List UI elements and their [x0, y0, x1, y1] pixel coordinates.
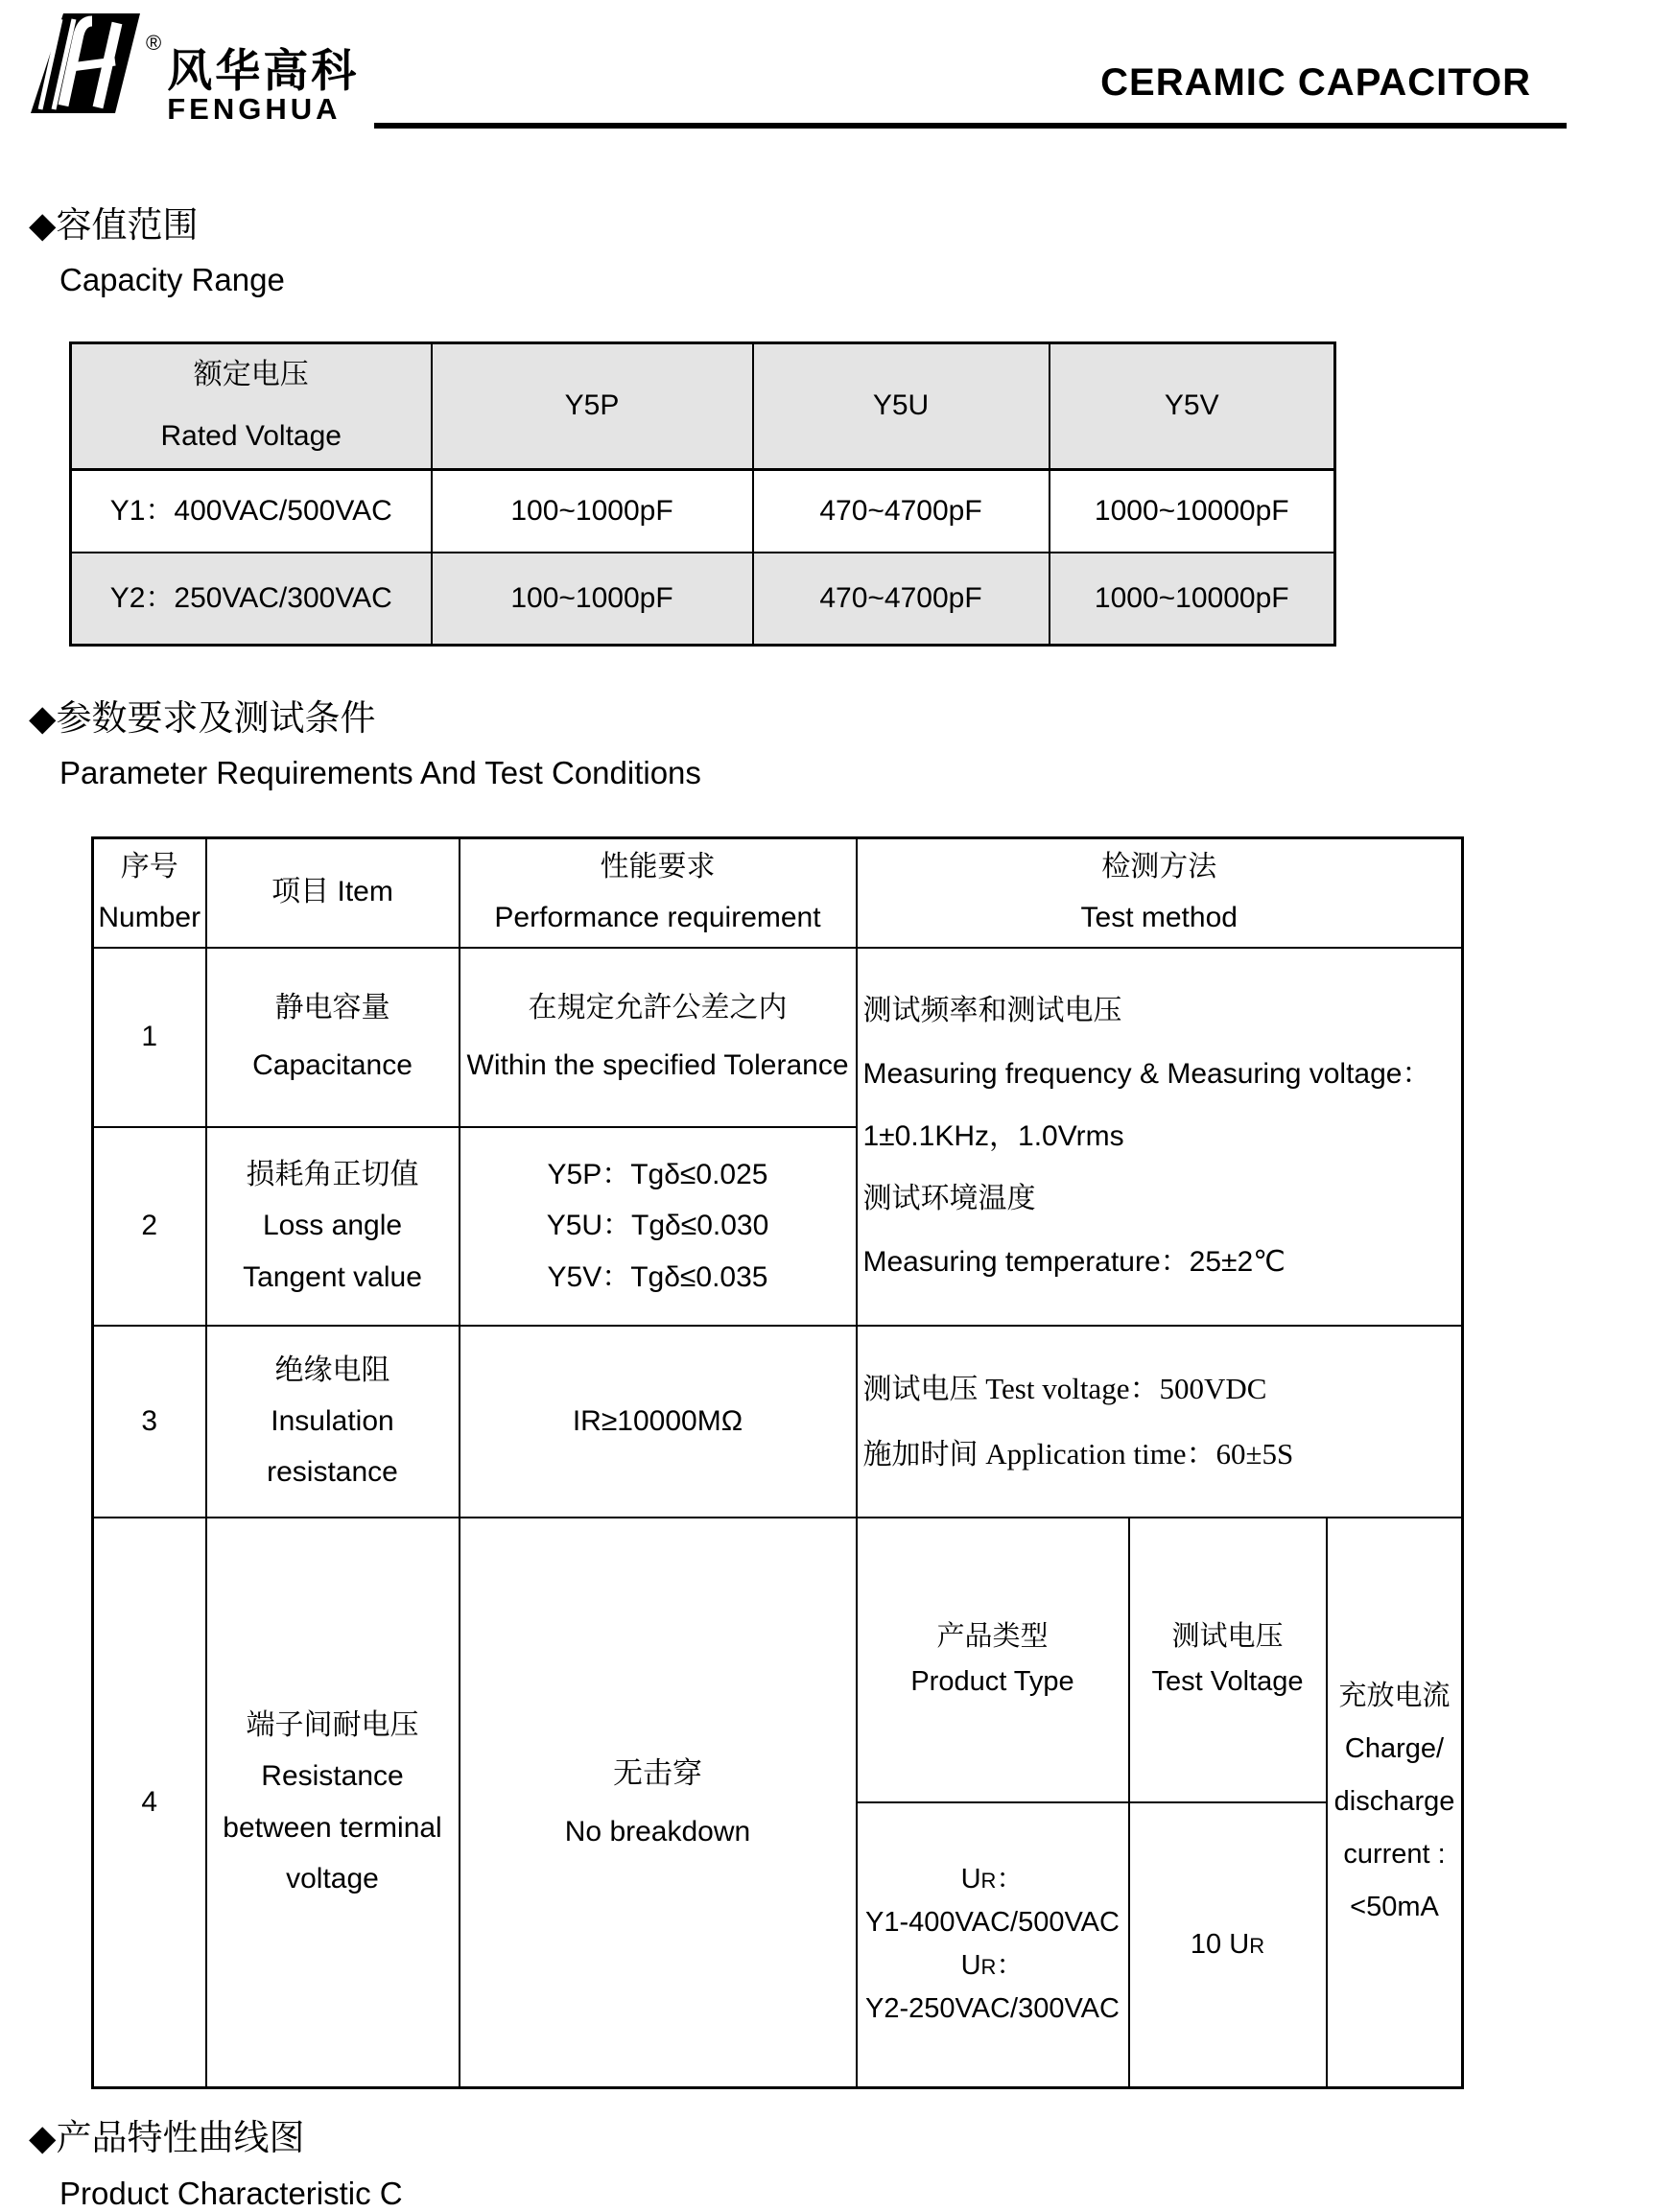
- ur-u: U: [1229, 1928, 1250, 1960]
- capacity-table-header-row: [71, 342, 1335, 469]
- section3-title-cn: ◆产品特性曲线图: [29, 2117, 305, 2157]
- loss-angle-cn: 损耗角正切值: [246, 1159, 419, 1191]
- cell-y1-y5u: 470~4700pF: [753, 469, 1050, 553]
- test-voltage-header-en: Test Voltage: [1151, 1666, 1304, 1698]
- inner-header-row: [858, 1518, 1462, 1802]
- cell-y1-y5p: 100~1000pF: [432, 469, 753, 553]
- cell-y2-y5v: 1000~10000pF: [1050, 553, 1335, 646]
- product-value-y2: Y2-250VAC/300VAC: [865, 1993, 1120, 2025]
- table-row: [71, 469, 1335, 553]
- no-breakdown-en: No breakdown: [564, 1815, 751, 1847]
- param-header-method: [857, 837, 1463, 948]
- row1-item: [206, 948, 460, 1127]
- insulation-cn: 绝缘电阻: [274, 1353, 390, 1386]
- section-characteristic-curves: [0, 2116, 1675, 2212]
- ur-r: R: [980, 1955, 997, 1980]
- row4-test-method: [857, 1518, 1463, 2088]
- terminal-voltage-cn: 端子间耐电压: [246, 1708, 419, 1741]
- method-header-en: Test method: [1080, 901, 1238, 933]
- row3-performance: IR≥10000MΩ: [460, 1326, 857, 1518]
- param-header-performance: [460, 837, 857, 948]
- product-type-en: Product Type: [910, 1666, 1074, 1698]
- row4-performance: [460, 1518, 857, 2088]
- method-line: 测试环境温度: [862, 1183, 1036, 1215]
- document-title: CERAMIC CAPACITOR: [1100, 61, 1531, 104]
- table-row: [93, 1518, 1463, 2088]
- header-divider-rule: [374, 123, 1567, 129]
- inner-header-test-voltage: [1129, 1518, 1327, 1802]
- cell-y1-y5v: 1000~10000pF: [1050, 469, 1335, 553]
- method-line: 测试频率和测试电压: [862, 995, 1122, 1027]
- method-header-cn: 检测方法: [1101, 851, 1217, 883]
- row1-performance: [460, 948, 857, 1127]
- charge-line: 充放电流: [1338, 1680, 1451, 1711]
- tgd-y5v: Y5V：Tgδ≤0.035: [547, 1260, 768, 1293]
- cell-y2-voltage: Y2：250VAC/300VAC: [71, 553, 432, 646]
- inner-test-voltage-value: [1129, 1802, 1327, 2086]
- capacitance-cn: 静电容量: [274, 992, 390, 1024]
- ur-label: [858, 1858, 1128, 1901]
- ur-r: R: [980, 1869, 997, 1894]
- brand-name-english: FENGHUA: [167, 92, 342, 126]
- test-voltage-en: Test voltage：500VDC: [978, 1372, 1267, 1406]
- number-header-en: Number: [98, 901, 201, 933]
- row3-test-method: [857, 1326, 1463, 1518]
- row4-item: [206, 1518, 460, 2088]
- test-voltage-cn: 测试电压: [862, 1374, 979, 1406]
- no-breakdown-cn: 无击穿: [613, 1755, 702, 1790]
- cell-y2-y5u: 470~4700pF: [753, 553, 1050, 646]
- row2-item: [206, 1127, 460, 1326]
- rated-voltage-cn: 额定电压: [193, 358, 309, 390]
- capacity-header-y5v: Y5V: [1050, 342, 1335, 469]
- row2-number: 2: [93, 1127, 206, 1326]
- terminal-voltage-en3: voltage: [286, 1863, 379, 1895]
- row3-number: 3: [93, 1326, 206, 1518]
- ur-u: U: [960, 1950, 981, 1982]
- charge-line: discharge: [1333, 1786, 1455, 1818]
- withstand-voltage-inner-table: [858, 1518, 1462, 2086]
- section2-title-cn: ◆参数要求及测试条件: [29, 697, 376, 738]
- charge-line: Charge/: [1344, 1733, 1445, 1765]
- cell-y2-y5p: 100~1000pF: [432, 553, 753, 646]
- capacity-header-rated-voltage: [71, 342, 432, 469]
- param-header-item: 项目 Item: [206, 837, 460, 948]
- table-row: [71, 553, 1335, 646]
- capacity-header-y5p: Y5P: [432, 342, 753, 469]
- method-line: Measuring temperature：25±2℃: [862, 1245, 1286, 1278]
- section1-title-cn: ◆容值范围: [29, 205, 199, 245]
- method-line: [863, 1422, 1462, 1487]
- tgd-y5p: Y5P：Tgδ≤0.025: [547, 1159, 768, 1191]
- param-table-header-row: [93, 837, 1463, 948]
- number-header-cn: 序号: [120, 851, 178, 883]
- loss-angle-en1: Loss angle: [262, 1210, 403, 1242]
- section-parameter-requirements: [0, 696, 1675, 792]
- performance-header-en: Performance requirement: [494, 901, 821, 933]
- section3-title-en-clipped: Product Characteristic C: [59, 2175, 403, 2211]
- method-line: Measuring frequency & Measuring voltage：: [862, 1057, 1431, 1090]
- row4-number: 4: [93, 1518, 206, 2088]
- insulation-en1: Insulation: [271, 1404, 394, 1437]
- fenghua-logo: [29, 12, 359, 126]
- table-row: [93, 1326, 1463, 1518]
- row2-performance: [460, 1127, 857, 1326]
- brand-name-chinese: 风华高科: [167, 45, 360, 96]
- insulation-en2: resistance: [267, 1456, 398, 1489]
- inner-header-product-type: [858, 1518, 1129, 1802]
- terminal-voltage-en2: between terminal: [223, 1811, 442, 1844]
- cell-y1-voltage: Y1：400VAC/500VAC: [71, 469, 432, 553]
- method-line: [863, 1356, 1462, 1422]
- tgd-y5u: Y5U：Tgδ≤0.030: [546, 1210, 769, 1242]
- table-row: [93, 948, 1463, 1127]
- performance-header-cn: 性能要求: [600, 851, 716, 883]
- row3-item: [206, 1326, 460, 1518]
- param-header-number: [93, 837, 206, 948]
- test-voltage-header-cn: 测试电压: [1171, 1621, 1284, 1653]
- application-time-cn: 施加时间: [862, 1438, 979, 1471]
- section1-title-en: Capacity Range: [59, 262, 285, 298]
- registered-trademark-symbol: ®: [146, 31, 162, 55]
- charge-line: current :: [1343, 1839, 1446, 1871]
- application-time-en: Application time：60±5S: [978, 1436, 1294, 1471]
- product-type-cn: 产品类型: [936, 1621, 1049, 1653]
- section-capacity-range: [0, 203, 1675, 299]
- capacity-header-y5u: Y5U: [753, 342, 1050, 469]
- inner-product-values: [858, 1802, 1129, 2086]
- parameter-test-table: [91, 836, 1464, 2089]
- product-value-y1: Y1-400VAC/500VAC: [865, 1907, 1120, 1939]
- rated-voltage-en: Rated Voltage: [160, 420, 342, 453]
- page-header: [0, 0, 1675, 152]
- brand-text: [167, 45, 360, 126]
- ten-times: 10: [1190, 1928, 1230, 1960]
- row1-number: 1: [93, 948, 206, 1127]
- terminal-voltage-en1: Resistance: [261, 1760, 404, 1793]
- capacitance-en: Capacitance: [252, 1049, 413, 1082]
- charge-discharge-cell: [1327, 1518, 1462, 2086]
- ur-r: R: [1249, 1933, 1265, 1958]
- method-line: 1±0.1KHz，1.0Vrms: [862, 1119, 1124, 1152]
- tolerance-en: Within the specified Tolerance: [466, 1049, 849, 1082]
- section2-title-en: Parameter Requirements And Test Conditions: [59, 755, 701, 791]
- fenghua-emblem-icon: [29, 12, 142, 115]
- ur-colon: ：: [996, 1864, 1025, 1895]
- ur-label: [858, 1944, 1128, 1988]
- capacity-range-table: [69, 341, 1336, 647]
- tolerance-cn: 在規定允許公差之内: [528, 992, 788, 1024]
- loss-angle-en2: Tangent value: [243, 1260, 422, 1293]
- row1-2-test-method: [857, 948, 1463, 1326]
- ur-colon: ：: [996, 1950, 1025, 1982]
- charge-line: <50mA: [1350, 1892, 1439, 1923]
- ur-u: U: [960, 1864, 981, 1895]
